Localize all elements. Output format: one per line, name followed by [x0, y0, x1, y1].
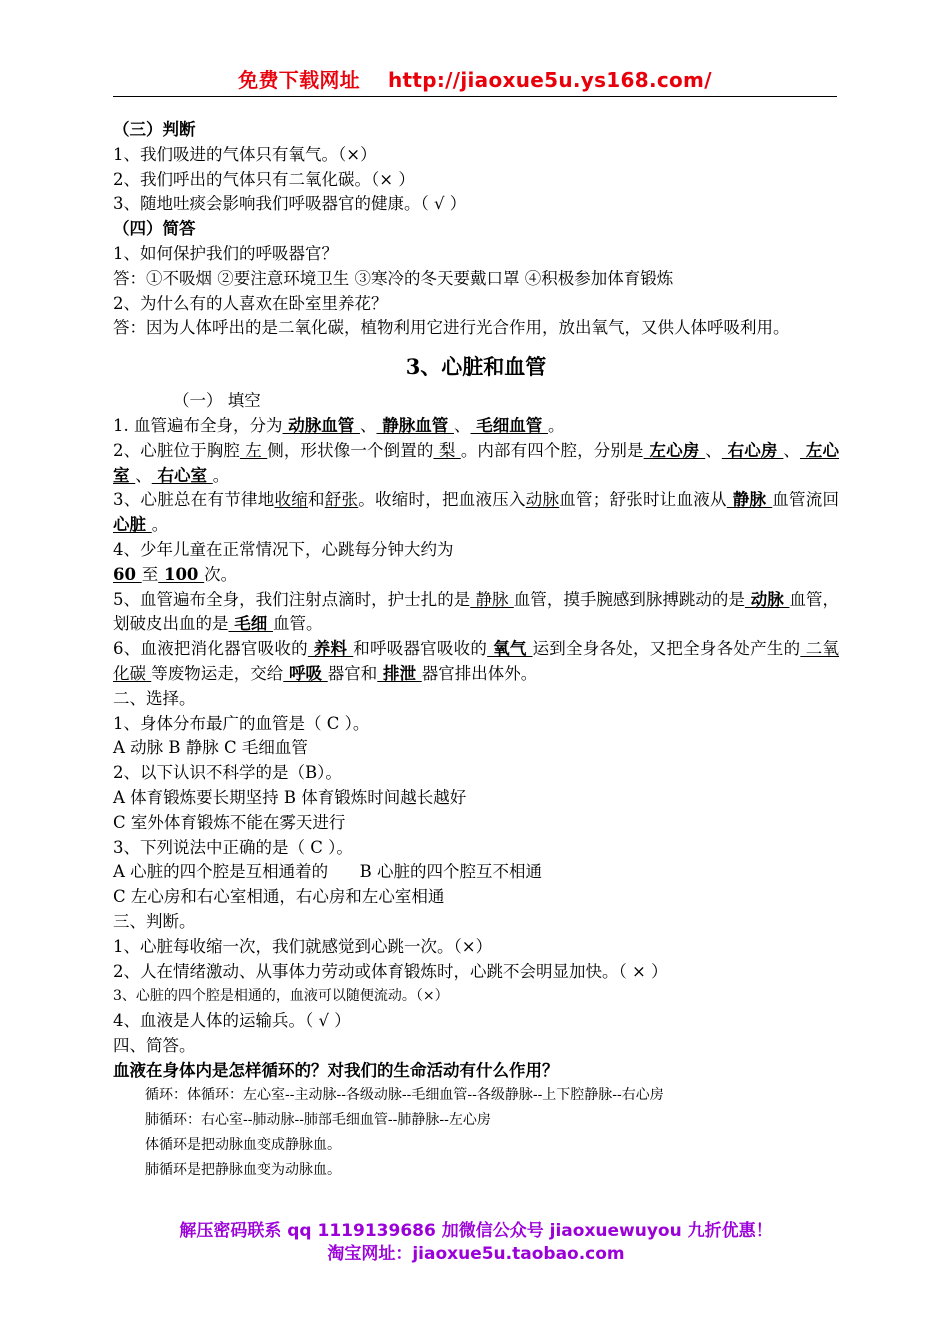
question: 1、身体分布最广的血管是（ C ）。 [113, 713, 370, 733]
fill-question-6: 6、血液把消化器官吸收的 养料 和呼吸器官吸收的 氧气 运到全身各处，又把全身各处产生的 二氧化碳 等废物运走，交给 呼吸 器官和 排泄 器官排出体外。 [113, 639, 840, 683]
options: A 体育锻炼要长期坚持 B 体育锻炼时间越长越好 [113, 787, 467, 807]
answer-blank: 静脉 [726, 490, 773, 510]
footer-contact: 解压密码联系 qq 1119139686 加微信公众号 jiaoxuewuyou 九折优惠！ [179, 1221, 773, 1241]
answer-blank: 舒张 [324, 490, 359, 510]
list-item: 2、我们呼出的气体只有二氧化碳。（× ） [113, 169, 415, 189]
answer-blank: 静脉 [470, 589, 514, 609]
answer-blank: 动脉 [744, 589, 790, 609]
section-heading-judge: （三）判断 [113, 120, 196, 139]
list-item: 3、随地吐痰会影响我们呼吸器官的健康。（ √ ） [113, 194, 467, 214]
answer-blank: 右心室 [151, 465, 213, 485]
section-heading-choice: 二、选择。 [113, 688, 196, 708]
question: 3、下列说法中正确的是（ C ）。 [113, 837, 353, 857]
answer-line: 肺循环是把静脉血变为动脉血。 [145, 1161, 341, 1178]
answer-line: 体循环是把动脉血变成静脉血。 [145, 1137, 341, 1154]
fill-question-3: 3、心脏总在有节律地收缩和舒张。收缩时，把血液压入动脉血管；舒张时让血液从 静脉 血管流回 心脏 。 [113, 490, 839, 535]
answer-blank: 左心室 [113, 440, 839, 485]
answer-blank: 静脉血管 [376, 415, 454, 435]
header-url-link[interactable]: http://jiaoxue5u.ys168.com/ [387, 68, 712, 92]
answer-blank: 动脉血管 [282, 415, 360, 435]
options: C 左心房和右心室相通，右心房和左心室相通 [113, 887, 445, 907]
question: 血液在身体内是怎样循环的？对我们的生命活动有什么作用？ [113, 1060, 559, 1080]
page-title: 3、心脏和血管 [405, 354, 547, 380]
list-item: 1、我们吸进的气体只有氧气。（×） [113, 144, 377, 164]
answer-blank: 动脉 [525, 490, 560, 510]
answer-blank: 心脏 [113, 515, 152, 535]
page-header [113, 66, 837, 97]
fill-question-2: 2、心脏位于胸腔 左 侧，形状像一个倒置的 梨 。内部有四个腔，分别是 左心房 、 右心房 、 左心室 、 右心室 。 [113, 440, 839, 485]
answer-blank: 右心房 [721, 440, 784, 460]
section-heading-brief-2: 四、简答。 [113, 1035, 196, 1055]
answer-blank: 左 [239, 440, 268, 460]
list-item: 4、血液是人体的运输兵。（ √ ） [113, 1011, 351, 1031]
answer-blank: 毛细 [228, 614, 273, 634]
answer-blank: 呼吸 [283, 663, 328, 683]
answer-blank: 毛细血管 [470, 415, 548, 435]
answer-blank: 养料 [307, 639, 354, 659]
answer-blank: 收缩 [274, 490, 308, 510]
fill-question-4-answer: 60 至 100 次。 [113, 564, 238, 584]
question: 1、如何保护我们的呼吸器官？ [113, 243, 338, 263]
fill-question-4: 4、少年儿童在正常情况下，心跳每分钟大约为 [113, 539, 454, 559]
answer-blank: 梨 [433, 440, 461, 460]
answer-blank: 排泄 [377, 663, 422, 683]
document-body [113, 118, 839, 1183]
section-heading-fill: （一） 填空 [173, 391, 261, 411]
answer-line: 循环：体循环：左心室--主动脉--各级动脉--毛细血管--各级静脉--上下腔静脉--右心房 [145, 1087, 664, 1104]
answer-line: 肺循环：右心室--肺动脉--肺部毛细血管--肺静脉--左心房 [145, 1112, 491, 1129]
list-item: 3、心脏的四个腔是相通的，血液可以随便流动。（×） [113, 988, 449, 1005]
section-heading-brief: （四）简答 [113, 219, 196, 239]
footer-shop-link[interactable]: 淘宝网址：jiaoxue5u.taobao.com [327, 1244, 625, 1264]
answer-blank: 氧气 [487, 639, 533, 659]
options: A 动脉 B 静脉 C 毛细血管 [113, 738, 308, 758]
fill-question-1: 1. 血管遍布全身，分为 动脉血管 、 静脉血管 、 毛细血管 。 [113, 415, 565, 435]
options: C 室外体育锻炼不能在雾天进行 [113, 812, 346, 832]
section-heading-judge-2: 三、判断。 [113, 911, 196, 931]
answer-blank: 60 [113, 564, 142, 584]
answer-blank: 二氧化碳 [113, 639, 840, 683]
list-item: 2、人在情绪激动、从事体力劳动或体育锻炼时，心跳不会明显加快。（ × ） [113, 961, 668, 981]
fill-question-5: 5、血管遍布全身，我们注射点滴时，护士扎的是 静脉 血管，摸手腕感到脉搏跳动的是 动脉 血管，划破皮出血的是 毛细 血管。 [113, 589, 840, 634]
answer: 答：因为人体呼出的是二氧化碳，植物利用它进行光合作用，放出氧气，又供人体呼吸利用。 [113, 318, 790, 338]
header-label: 免费下载网址 [238, 68, 360, 92]
answer: 答：①不吸烟 ②要注意环境卫生 ③寒冷的冬天要戴口罩 ④积极参加体育锻炼 [113, 268, 674, 288]
question: 2、以下认识不科学的是（B）。 [113, 763, 342, 783]
options: A 心脏的四个腔是互相通着的 B 心脏的四个腔互不相通 [113, 862, 542, 882]
answer-blank: 100 [158, 564, 205, 584]
answer-blank: 左心房 [643, 440, 706, 460]
list-item: 1、心脏每收缩一次，我们就感觉到心跳一次。（×） [113, 936, 493, 956]
question: 2、为什么有的人喜欢在卧室里养花？ [113, 293, 388, 313]
